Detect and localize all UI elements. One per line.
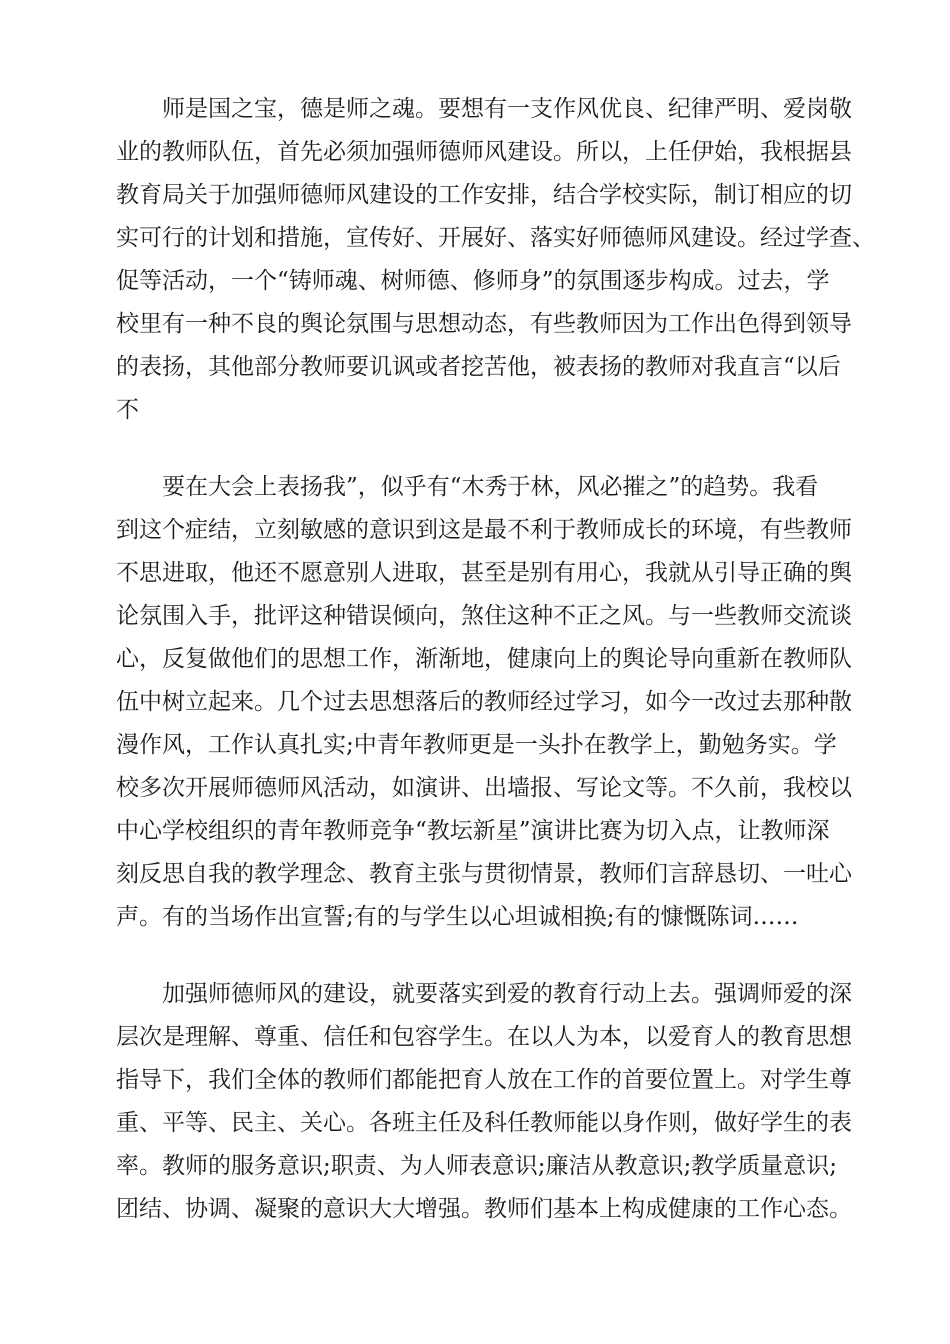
- text-line: 声。有的当场作出宣誓;有的与学生以心坦诚相换;有的慷慨陈词……: [116, 904, 799, 930]
- text-line: 不思进取，他还不愿意别人进取，甚至是别有用心，我就从引导正确的舆: [116, 560, 852, 586]
- text-line: 中心学校组织的青年教师竞争“教坛新星”演讲比赛为切入点，让教师深: [116, 818, 830, 844]
- text-line: 的表扬，其他部分教师要讥讽或者挖苦他，被表扬的教师对我直言“以后: [116, 354, 841, 380]
- text-line: 团结、协调、凝聚的意识大大增强。教师们基本上构成健康的工作心态。: [116, 1196, 852, 1222]
- text-line: 率。教师的服务意识;职责、为人师表意识;廉洁从教意识;教学质量意识;: [116, 1153, 837, 1179]
- text-line: 指导下，我们全体的教师们都能把育人放在工作的首要位置上。对学生尊: [116, 1067, 852, 1093]
- paragraph-gap: [116, 939, 836, 973]
- text-line: 层次是理解、尊重、信任和包容学生。在以人为本，以爱育人的教育思想: [116, 1024, 852, 1050]
- text-line: 论氛围入手，批评这种错误倾向，煞住这种不正之风。与一些教师交流谈: [116, 603, 852, 629]
- paragraph-2: [116, 466, 852, 939]
- text-line: 到这个症结，立刻敏感的意识到这是最不利于教师成长的环境，有些教师: [116, 517, 852, 543]
- document-body: [116, 88, 875, 1231]
- text-line: 校里有一种不良的舆论氛围与思想动态，有些教师因为工作出色得到领导: [116, 311, 852, 337]
- text-line: 加强师德师风的建设，就要落实到爱的教育行动上去。强调师爱的深: [162, 981, 852, 1007]
- text-line: 刻反思自我的教学理念、教育主张与贯彻情景，教师们言辞恳切、一吐心: [116, 861, 852, 887]
- text-line: 校多次开展师德师风活动，如演讲、出墙报、写论文等。不久前，我校以: [116, 775, 852, 801]
- text-line: 师是国之宝，德是师之魂。要想有一支作风优良、纪律严明、爱岗敬: [162, 96, 852, 122]
- text-line: 伍中树立起来。几个过去思想落后的教师经过学习，如今一改过去那种散: [116, 689, 852, 715]
- text-line: 实可行的计划和措施，宣传好、开展好、落实好师德师风建设。经过学查、: [116, 225, 875, 251]
- text-line: 重、平等、民主、关心。各班主任及科任教师能以身作则，做好学生的表: [116, 1110, 852, 1136]
- paragraph-gap: [116, 432, 836, 466]
- text-line: 不: [116, 397, 139, 423]
- text-line: 要在大会上表扬我”，似乎有“木秀于林，风必摧之”的趋势。我看: [162, 474, 819, 500]
- text-line: 心，反复做他们的思想工作，渐渐地，健康向上的舆论导向重新在教师队: [116, 646, 852, 672]
- text-line: 促等活动，一个“铸师魂、树师德、修师身”的氛围逐步构成。过去，学: [116, 268, 830, 294]
- paragraph-1: [116, 88, 875, 432]
- text-line: 漫作风，工作认真扎实;中青年教师更是一头扑在教学上，勤勉务实。学: [116, 732, 837, 758]
- text-line: 教育局关于加强师德师风建设的工作安排，结合学校实际，制订相应的切: [116, 182, 852, 208]
- text-line: 业的教师队伍，首先必须加强师德师风建设。所以，上任伊始，我根据县: [116, 139, 852, 165]
- paragraph-3: [116, 973, 852, 1231]
